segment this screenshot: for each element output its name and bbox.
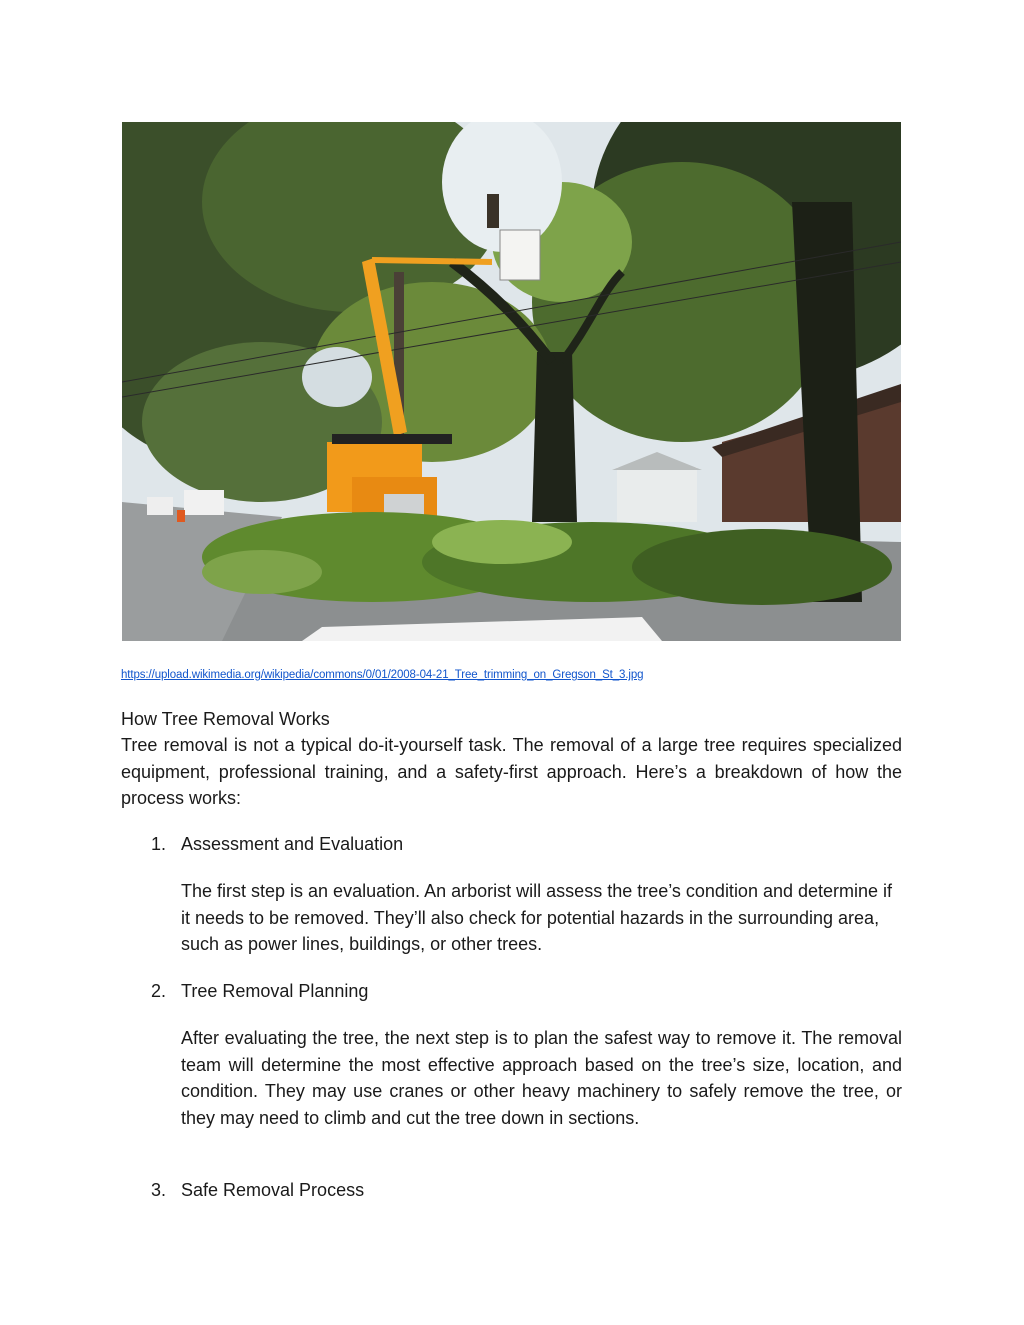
traffic-barrel xyxy=(177,510,185,522)
white-house xyxy=(617,467,697,522)
article-heading: How Tree Removal Works xyxy=(121,709,330,729)
list-item-number: 3. xyxy=(151,1180,167,1200)
tree-trimming-photo xyxy=(122,122,901,641)
list-item-body: After evaluating the tree, the next step is to plan the safest way to remove it. The removal team will determine the most effective approach based on the tree’s size, location, and condition. They may use cranes or other heavy machinery to safely remove the tree, or they may need to climb and cut the tree down in sections. xyxy=(181,1028,902,1128)
brush-pile-right xyxy=(632,529,892,605)
aerial-bucket xyxy=(500,230,540,280)
list-item-title: Tree Removal Planning xyxy=(181,981,369,1001)
list-item-number: 2. xyxy=(151,981,167,1001)
list-item-title: Assessment and Evaluation xyxy=(181,834,404,854)
worker xyxy=(487,194,499,228)
image-source-link[interactable]: https://upload.wikimedia.org/wikipedia/commons/0/01/2008-04-21_Tree_trimming_on_Gregson_St_3.jpg xyxy=(121,669,644,681)
list-item-body: The first step is an evaluation. An arborist will assess the tree’s condition and determine if it needs to be removed. They’ll also check for potential hazards in the surrounding area, such as power lines, buildings, or other trees. xyxy=(181,881,893,954)
brush-highlight xyxy=(202,550,322,594)
brush-highlight-2 xyxy=(432,520,572,564)
article-intro: Tree removal is not a typical do-it-yourself task. The removal of a large tree requires specialized equipment, professional training, and a safety-first approach. Here’s a breakdown of how the process works: xyxy=(121,735,902,808)
distant-car xyxy=(147,497,173,515)
aerial-boom-upper xyxy=(372,260,492,262)
list-item-title: Safe Removal Process xyxy=(181,1180,365,1200)
list-item-number: 1. xyxy=(151,834,167,854)
truck-rack xyxy=(332,434,452,444)
distant-truck xyxy=(184,490,224,515)
photo-illustration xyxy=(122,122,901,641)
main-trunk xyxy=(532,352,577,522)
